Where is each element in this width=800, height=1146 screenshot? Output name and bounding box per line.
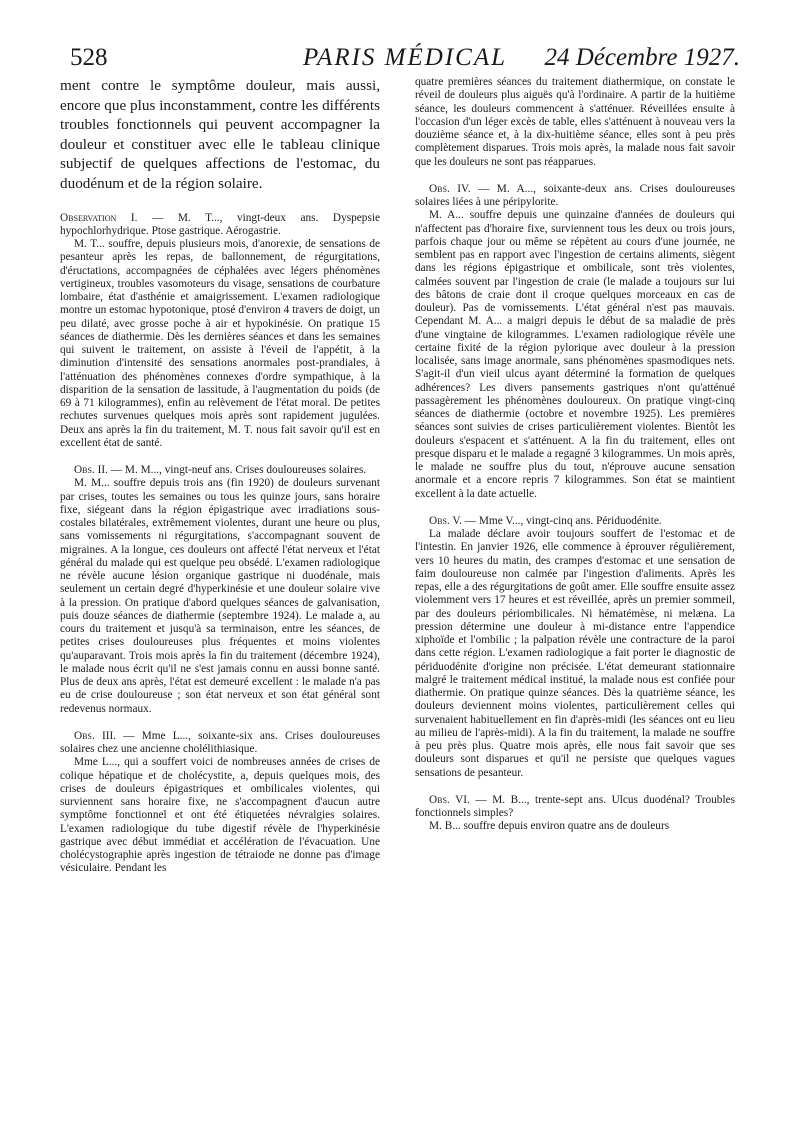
observation-label: Obs. II. bbox=[74, 464, 108, 477]
observation-3-body: Mme L..., qui a souffert voici de nombreuses années de crises de colique hépatique et de cholécystite, a, depuis quelques mois, des crises de douleurs épigastriques et ombilicales violentes, qui surviennent sans horaire fixe, ne s'accompagnent d'aucun autre symptôme fonctionnel et ont été étiquetées névralgies solaires. L'examen radiologique du tube digestif révèle de l'hyperkinésie gastrique avec début immédiat et accélération de l'évacuation. Une cholécystographie après ingestion de tétraiode ne donne pas d'image vésiculaire. Pendant les bbox=[60, 756, 380, 875]
observation-label: Obs. IV. bbox=[429, 182, 471, 195]
observation-title: — M. A..., soixante-deux ans. Crises douloureuses solaires liées à une péripylorite. bbox=[415, 182, 735, 208]
observation-5-body: La malade déclare avoir toujours souffert de l'estomac et de l'intestin. En janvier 1926, elle commence à éprouver régulièrement, vers 10 heures du matin, des crampes d'estomac et une sensation de faim douloureuse non calmée par l'ingestion d'aliments. Après les repas, elle a des régurgitations de goût amer. Elle souffre ensuite assez violemment vers 17 heures et est réveillée, après un premier sommeil, par des douleurs périombilicales. Ni hématémèse, ni melæna. La pression détermine une douleur à mi-distance entre l'appendice xiphoïde et l'ombilic ; la palpation révèle une contracture de la paroi dans cette région. L'examen radiologique a fait porter le diagnostic de périduodénite d'origine non précisée. L'état demeurant stationnaire malgré le traitement médical institué, la malade nous est confiée pour diathermie. On pratique quinze séances. Dès la quatrième séance, les douleurs deviennent moins violentes, particulièrement celles qui survenaient habituellement en fin d'après-midi (les séances ont eu lieu au milieu de l'après-midi). A la fin du traitement, la malade ne souffre à peu près plus. Quatre mois après, elle nous fait savoir que ses douleurs sont disparues et qu'il ne persiste que quelques vagues sensations de pesanteur. bbox=[415, 528, 735, 779]
observation-label: Observation I. bbox=[60, 211, 138, 224]
page-number: 528 bbox=[70, 44, 108, 71]
observation-label: Obs. V. bbox=[429, 514, 462, 527]
journal-title: PARIS MÉDICAL bbox=[303, 44, 507, 71]
observation-3-continuation: quatre premières séances du traitement diathermique, on constate le réveil de douleurs plus aiguës qu'à l'ordinaire. A partir de la huitième séance, les douleurs commencent à s'atténuer. Réveillées ensuite à l'occasion d'un léger excès de table, elles s'atténuent à nouveau vers la douzième séance et, à la dix-huitième séance, elles sont à peu près complètement disparues. Trois mois après, la malade nous fait savoir que les douleurs ne sont pas réapparues. bbox=[415, 76, 735, 168]
observation-4-body: M. A... souffre depuis une quinzaine d'années de douleurs qui n'affectent pas d'horaire fixe, surviennent tous les deux ou trois jours, parfois chaque jour ou même se répètent au cours d'une journée, ne semblent pas en rapport avec l'ingestion de certains aliments, siègent dans les régions épigastrique et ombilicale, sont très violentes, calmées souvent par l'ingestion de craie (le malade a toujours sur lui des bâtons de craie dont il croque quelques morceaux en cas de douleur). Pas de vomissements. L'état général n'est pas mauvais. Cependant M. A... a maigri depuis le début de sa maladie de près d'une vingtaine de kilogrammes. L'examen radiologique révèle une certaine fixité de la région pylorique avec douleur à la pression localisée, sans image anormale, sans phénomènes spasmodiques nets. S'agit-il d'un vieil ulcus ayant déterminé la formation de quelques adhérences? Les divers pansements gastriques n'ont qu'atténué passagèrement les phénomènes douloureux. On pratique vingt-cinq séances de diathermie (octobre et novembre 1925). Les premières séances sont suivies de crises particulièrement violentes. Bientôt les douleurs s'espacent et s'atténuent. A la fin du traitement, elles ont presque disparu et le malade a regagné 3 kilogrammes. Un mois après, le malade ne souffre plus du tout, n'éprouve aucune sensation anormale et a encore repris 7 kilogrammes. Son état se maintient excellent à la date actuelle. bbox=[415, 209, 735, 500]
right-column bbox=[415, 76, 735, 834]
page-header bbox=[70, 38, 740, 78]
observation-title: — Mme V..., vingt-cinq ans. Périduodénite. bbox=[461, 514, 662, 527]
observation-4-heading bbox=[415, 183, 735, 210]
observation-6-body: M. B... souffre depuis environ quatre ans de douleurs bbox=[429, 820, 670, 833]
observation-title: — Mme L..., soixante-six ans. Crises douloureuses solaires chez une ancienne cholélithiasique. bbox=[60, 729, 380, 756]
observation-3-heading bbox=[60, 730, 380, 757]
observation-label: Obs. III. bbox=[74, 729, 117, 742]
issue-date: 24 Décembre 1927. bbox=[544, 44, 740, 71]
observation-label: Obs. VI. bbox=[429, 793, 470, 806]
observation-title: — M. T..., vingt-deux ans. Dyspepsie hypochlorhydrique. Ptose gastrique. Aérogastrie. bbox=[60, 211, 380, 237]
intro-paragraph: ment contre le symptôme douleur, mais aussi, encore que plus inconstamment, contre les différents troubles fonctionnels qui peuvent accompagner la douleur et constituer avec elle le tableau clinique subjectif de quelques affections de l'estomac, du duodénum et de la région solaire. bbox=[60, 77, 380, 192]
observation-title: — M. M..., vingt-neuf ans. Crises douloureuses solaires. bbox=[107, 464, 367, 477]
observation-6-heading bbox=[415, 794, 735, 821]
left-column bbox=[60, 76, 380, 876]
observation-1-heading bbox=[60, 212, 380, 239]
observation-2-body: M. M... souffre depuis trois ans (fin 1920) de douleurs survenant par crises, toutes les semaines ou tous les quinze jours, sans horaire fixe, siégeant dans la région épigastrique avec irradiations sous-costales bilatérales, extrêmement violentes, durant une heure ou plus, sans vomissements ni régurgitations, s'accompagnant souvent de migraines. A la longue, ces douleurs ont affecté l'état nerveux et l'état général du malade qui est quelque peu obsédé. L'examen radiologique ne révèle aucune lésion organique gastrique ni duodénale, mais seulement un certain degré d'hyperkinésie et une douleur solaire vive à la pression. On pratique d'abord quelques séances de galvanisation, puis douze séances de diathermie (septembre 1924). Le malade a, au cours du traitement et jusqu'à sa terminaison, entre les séances, de petites crises douloureuses plus fréquentes et moins violentes qu'auparavant. Trois mois après la fin du traitement (décembre 1924), le malade nous écrit qu'il ne s'est jamais connu en aussi bonne santé. Plus de deux ans après, l'état est demeuré excellent : le malade n'a pas eu de crise douloureuse ; son état nerveux et son état général sont redevenus normaux. bbox=[60, 477, 380, 715]
observation-5-heading bbox=[415, 515, 735, 528]
observation-2-heading bbox=[60, 464, 380, 477]
observation-1-body: M. T... souffre, depuis plusieurs mois, d'anorexie, de sensations de pesanteur après les repas, de ballonnement, de régurgitations, d'éructations, accompagnées de céphalées avec légers phénomènes vertigineux, troubles vasomoteurs du visage, sensations de courbature lombaire, état d'asthénie et amaigrissement. L'examen radiologique montre un estomac hypotonique, ptosé d'environ 4 travers de doigt, un peu dilaté, avec grosse poche à air et hypokinésie. On pratique 15 séances de diathermie. Dès les dernières séances et dans les semaines qui suivent le traitement, on assiste à l'éveil de l'appétit, à la diminution d'intensité des sensations anormales post-prandiales, à l'atténuation des phénomènes connexes d'ordre sympathique, à la disparition de la sensation de lassitude, à l'augmentation du poids (de 69 à 71 kilogrammes), enfin au relèvement de l'état moral. De petites rechutes survenues quelques mois après sont rapidement jugulées. Deux ans après la fin du traitement, M. T. nous fait savoir qu'il est en excellent état de santé. bbox=[60, 238, 380, 449]
observation-title: — M. B..., trente-sept ans. Ulcus duodénal? Troubles fonctionnels simples? bbox=[415, 793, 735, 819]
